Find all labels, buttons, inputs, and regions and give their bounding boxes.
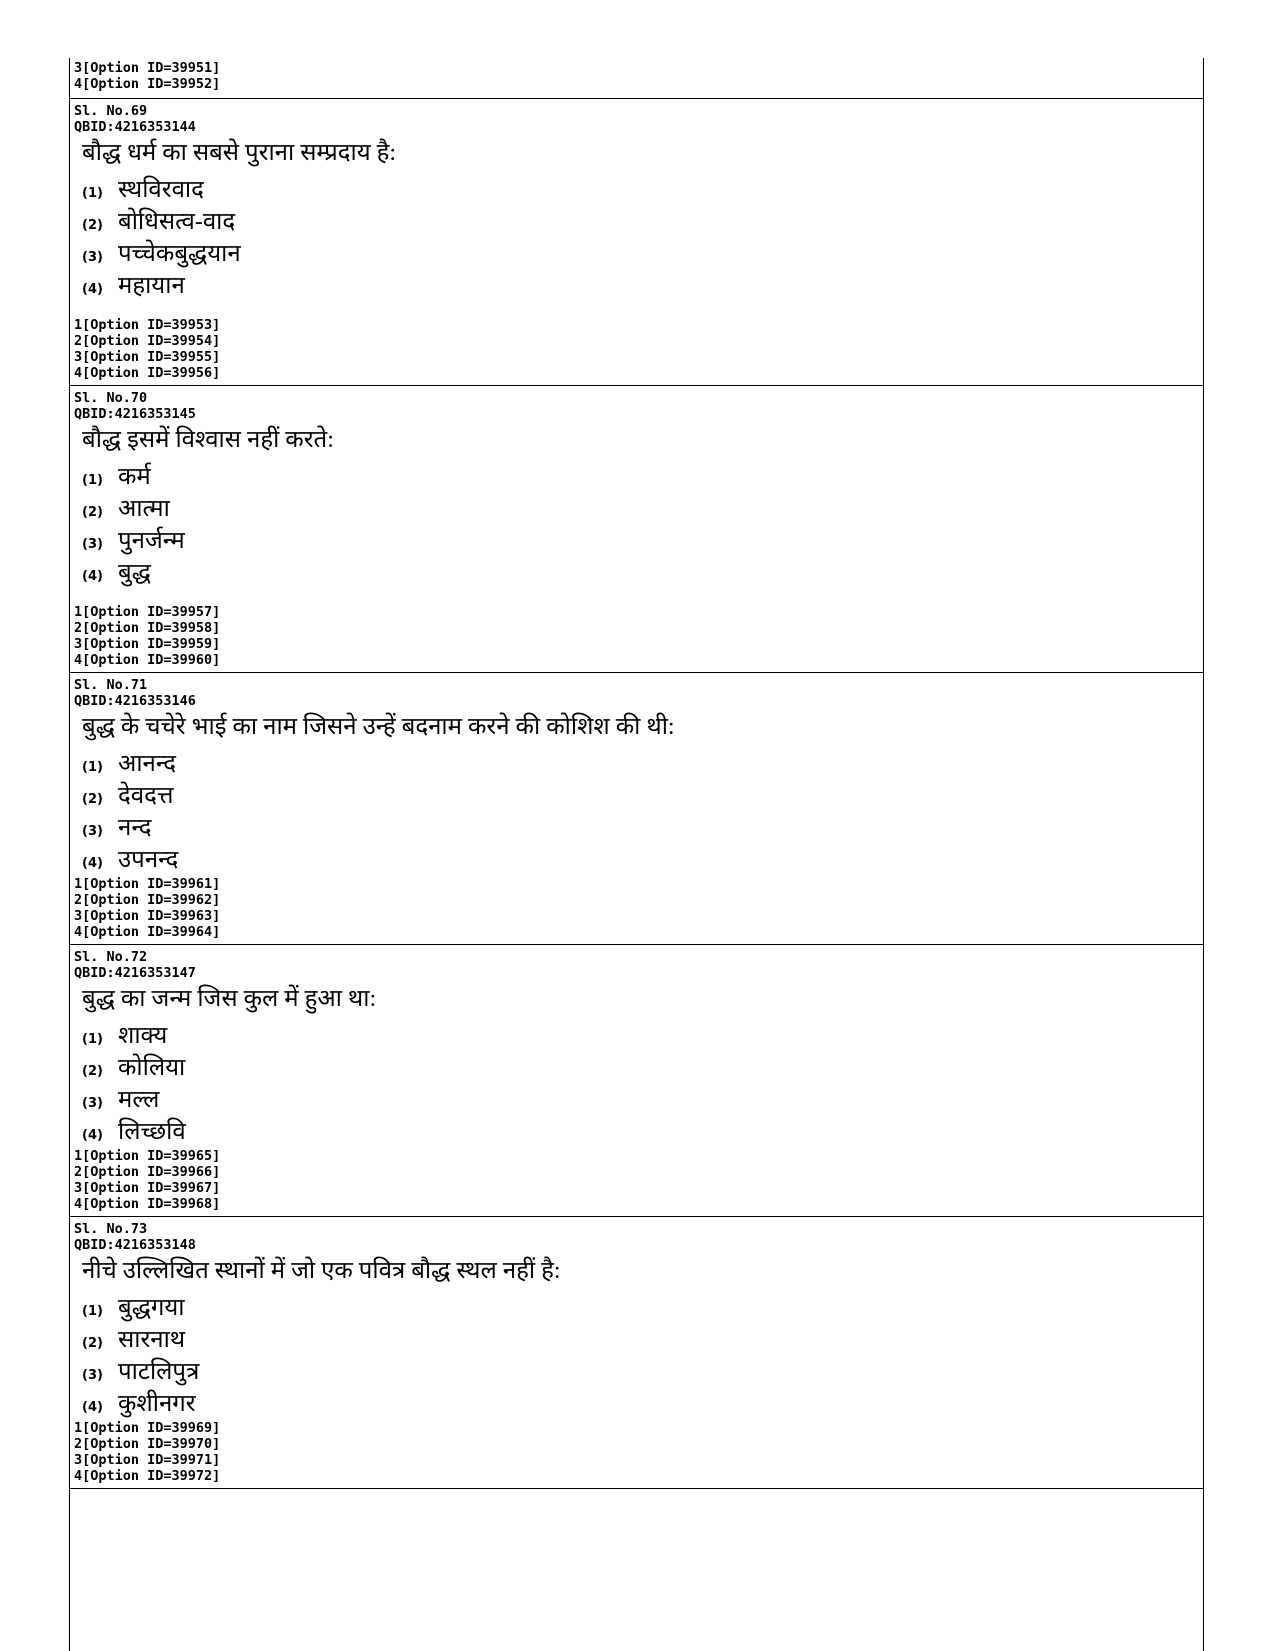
- option-number: (1): [82, 760, 103, 775]
- option-list: [82, 459, 1203, 587]
- option-id: 1[Option ID=39957]: [74, 604, 221, 620]
- question-text: बौद्ध इसमें विश्वास नहीं करते:: [82, 427, 334, 453]
- option-4: [82, 842, 1203, 874]
- option-id: 1[Option ID=39969]: [74, 1420, 221, 1436]
- option-number: (2): [82, 218, 103, 233]
- option-text: स्थविरवाद: [118, 177, 204, 203]
- option-id: 4[Option ID=39968]: [74, 1196, 221, 1212]
- option-2: [82, 491, 1203, 523]
- option-id: 3[Option ID=39971]: [74, 1452, 221, 1468]
- option-2: [82, 1050, 1203, 1082]
- option-id: 2[Option ID=39966]: [74, 1164, 221, 1180]
- option-2: [82, 778, 1203, 810]
- option-text: शाक्य: [118, 1023, 168, 1049]
- option-4: [82, 268, 1203, 300]
- qbid: QBID:4216353144: [74, 119, 196, 135]
- option-2: [82, 204, 1203, 236]
- question-text: बौद्ध धर्म का सबसे पुराना सम्प्रदाय है:: [82, 140, 397, 166]
- option-number: (3): [82, 1368, 103, 1383]
- qbid: QBID:4216353147: [74, 965, 196, 981]
- option-text: लिच्छवि: [118, 1119, 186, 1145]
- option-number: (4): [82, 1400, 103, 1415]
- option-number: (2): [82, 792, 103, 807]
- qbid: QBID:4216353148: [74, 1237, 196, 1253]
- option-number: (1): [82, 186, 103, 201]
- question-paper-frame: [69, 58, 1204, 1651]
- option-list: [82, 1290, 1203, 1418]
- option-id-list: [74, 1148, 220, 1212]
- serial-number: Sl. No.69: [74, 103, 148, 119]
- option-text: कोलिया: [118, 1055, 186, 1081]
- serial-number: Sl. No.70: [74, 390, 148, 406]
- serial-number: Sl. No.72: [74, 949, 148, 965]
- question-text: नीचे उल्लिखित स्थानों में जो एक पवित्र बौद्ध स्थल नहीं है:: [82, 1258, 561, 1284]
- option-number: (3): [82, 824, 103, 839]
- option-id-list: [74, 604, 220, 668]
- option-text: कर्म: [118, 464, 151, 490]
- option-list: [82, 1018, 1203, 1146]
- serial-number: Sl. No.71: [74, 677, 148, 693]
- option-list: [82, 172, 1203, 300]
- option-text: पुनर्जन्म: [118, 528, 185, 554]
- option-id: 2[Option ID=39970]: [74, 1436, 221, 1452]
- qbid: QBID:4216353145: [74, 406, 196, 422]
- option-id: 3[Option ID=39955]: [74, 349, 221, 365]
- question-text: बुद्ध के चचेरे भाई का नाम जिसने उन्हें बदनाम करने की कोशिश की थी:: [82, 714, 675, 740]
- option-number: (1): [82, 1304, 103, 1319]
- option-id: 3[Option ID=39959]: [74, 636, 221, 652]
- option-id: 2[Option ID=39954]: [74, 333, 221, 349]
- option-number: (4): [82, 856, 103, 871]
- option-id-list: [74, 60, 220, 92]
- option-text: उपनन्द: [118, 847, 179, 873]
- option-number: (1): [82, 473, 103, 488]
- option-number: (2): [82, 505, 103, 520]
- option-id: 4[Option ID=39964]: [74, 924, 221, 940]
- option-number: (2): [82, 1336, 103, 1351]
- option-id: 1[Option ID=39961]: [74, 876, 221, 892]
- option-text: सारनाथ: [118, 1327, 186, 1353]
- option-id-list: [74, 1420, 220, 1484]
- option-text: नन्द: [118, 815, 152, 841]
- option-1: [82, 172, 1203, 204]
- question-block-73: [70, 1217, 1203, 1489]
- question-text: बुद्ध का जन्म जिस कुल में हुआ था:: [82, 986, 377, 1012]
- option-number: (4): [82, 282, 103, 297]
- option-3: [82, 1082, 1203, 1114]
- option-text: बुद्ध: [118, 560, 151, 586]
- option-id: 3[Option ID=39963]: [74, 908, 221, 924]
- option-4: [82, 1114, 1203, 1146]
- question-block-70: [70, 386, 1203, 673]
- option-text: मल्ल: [118, 1087, 160, 1113]
- option-text: बोधिसत्व-वाद: [118, 209, 236, 235]
- option-list: [82, 746, 1203, 874]
- option-id-list: [74, 876, 220, 940]
- question-block-69: [70, 99, 1203, 386]
- question-header: [74, 386, 1203, 422]
- option-id: 4[Option ID=39972]: [74, 1468, 221, 1484]
- option-number: (4): [82, 1128, 103, 1143]
- question-header: [74, 1217, 1203, 1253]
- qbid: QBID:4216353146: [74, 693, 196, 709]
- option-1: [82, 746, 1203, 778]
- previous-question-continuation: [70, 58, 1203, 99]
- option-3: [82, 1354, 1203, 1386]
- option-text: आनन्द: [118, 751, 177, 777]
- option-number: (4): [82, 569, 103, 584]
- option-text: आत्मा: [118, 496, 170, 522]
- option-id: 3[Option ID=39951]: [74, 60, 221, 76]
- option-id: 2[Option ID=39962]: [74, 892, 221, 908]
- option-id: 4[Option ID=39952]: [74, 76, 221, 92]
- option-text: पच्चेकबुद्धयान: [118, 241, 241, 267]
- option-number: (3): [82, 537, 103, 552]
- question-header: [74, 99, 1203, 135]
- option-3: [82, 523, 1203, 555]
- option-1: [82, 459, 1203, 491]
- question-block-71: [70, 673, 1203, 945]
- option-2: [82, 1322, 1203, 1354]
- option-text: पाटलिपुत्र: [118, 1359, 200, 1385]
- option-id: 4[Option ID=39960]: [74, 652, 221, 668]
- question-header: [74, 673, 1203, 709]
- option-4: [82, 555, 1203, 587]
- option-1: [82, 1018, 1203, 1050]
- option-number: (2): [82, 1064, 103, 1079]
- option-id: 3[Option ID=39967]: [74, 1180, 221, 1196]
- option-number: (3): [82, 250, 103, 265]
- option-3: [82, 236, 1203, 268]
- option-text: कुशीनगर: [118, 1391, 196, 1417]
- option-text: महायान: [118, 273, 185, 299]
- option-number: (1): [82, 1032, 103, 1047]
- option-id: 2[Option ID=39958]: [74, 620, 221, 636]
- option-text: देवदत्त: [118, 783, 174, 809]
- option-1: [82, 1290, 1203, 1322]
- option-id-list: [74, 317, 220, 381]
- option-id: 4[Option ID=39956]: [74, 365, 221, 381]
- option-number: (3): [82, 1096, 103, 1111]
- option-text: बुद्धगया: [118, 1295, 185, 1321]
- serial-number: Sl. No.73: [74, 1221, 148, 1237]
- option-4: [82, 1386, 1203, 1418]
- option-id: 1[Option ID=39965]: [74, 1148, 221, 1164]
- option-id: 1[Option ID=39953]: [74, 317, 221, 333]
- option-3: [82, 810, 1203, 842]
- question-block-72: [70, 945, 1203, 1217]
- question-header: [74, 945, 1203, 981]
